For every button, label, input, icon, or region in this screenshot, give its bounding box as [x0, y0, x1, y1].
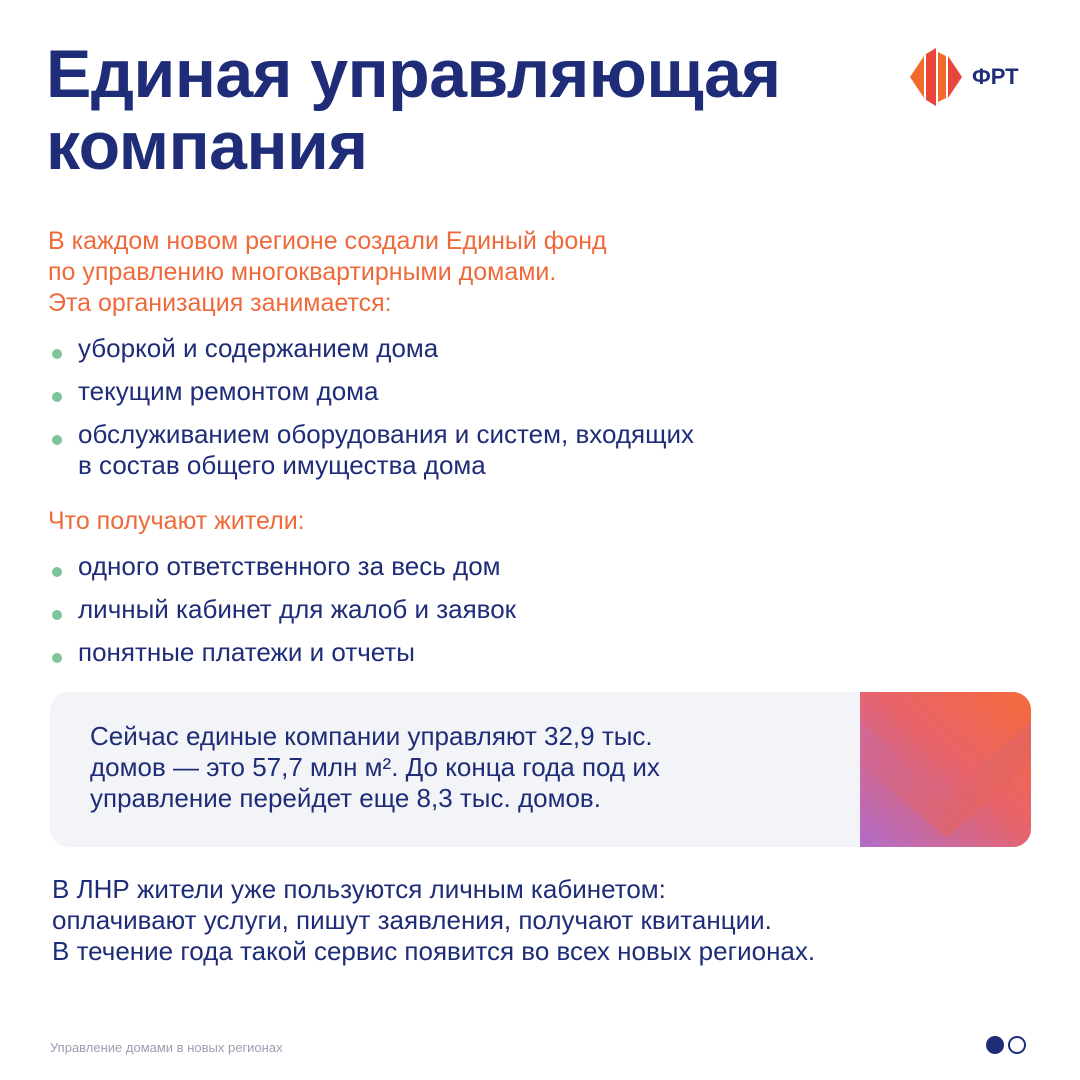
closing-line-1: В ЛНР жители уже пользуются личным кабинетом: — [52, 874, 666, 904]
duty-text-continued: в состав общего имущества дома — [78, 450, 486, 480]
closing-text — [52, 874, 815, 967]
intro-line-3: Эта организация занимается: — [48, 289, 392, 317]
highlight-line-1: Сейчас единые компании управляют 32,9 тыс. — [90, 721, 653, 751]
pagination-dot-active[interactable] — [986, 1036, 1004, 1054]
gradient-chevron-decoration — [860, 692, 1031, 847]
list-item — [52, 594, 516, 625]
frt-logo-icon — [906, 48, 964, 106]
pagination-dot-inactive[interactable] — [1008, 1036, 1026, 1054]
bullet-dot-icon — [52, 349, 62, 359]
list-item — [52, 551, 516, 582]
duty-text: обслуживанием оборудования и систем, входящих — [78, 419, 695, 449]
list-item — [52, 637, 516, 668]
intro-line-1: В каждом новом регионе создали Единый фонд — [48, 227, 607, 255]
logo-text: ФРТ — [972, 64, 1019, 89]
duties-list — [52, 333, 694, 493]
bullet-dot-icon — [52, 567, 62, 577]
highlight-card — [50, 692, 1031, 847]
list-item — [52, 419, 694, 481]
highlight-line-3: управление перейдет еще 8,3 тыс. домов. — [90, 783, 601, 813]
benefit-text: понятные платежи и отчеты — [78, 637, 415, 667]
page-title — [46, 38, 781, 182]
bullet-dot-icon — [52, 435, 62, 445]
benefit-text: одного ответственного за весь дом — [78, 551, 501, 581]
list-item — [52, 333, 694, 364]
footer-caption: Управление домами в новых регионах — [50, 1040, 283, 1055]
title-line-1: Единая управляющая — [46, 36, 781, 112]
highlight-text — [90, 721, 660, 814]
intro-text — [48, 226, 607, 319]
list-item — [52, 376, 694, 407]
bullet-dot-icon — [52, 653, 62, 663]
duty-text: текущим ремонтом дома — [78, 376, 379, 406]
closing-line-2: оплачивают услуги, пишут заявления, получают квитанции. — [52, 905, 772, 935]
benefit-text: личный кабинет для жалоб и заявок — [78, 594, 517, 624]
frt-logo — [906, 48, 1019, 106]
bullet-dot-icon — [52, 610, 62, 620]
benefits-list — [52, 551, 516, 680]
duty-text: уборкой и содержанием дома — [78, 333, 439, 363]
pagination-dots — [986, 1036, 1030, 1054]
highlight-line-2: домов — это 57,7 млн м². До конца года под их — [90, 752, 660, 782]
intro-line-2: по управлению многоквартирными домами. — [48, 258, 557, 286]
closing-line-3: В течение года такой сервис появится во всех новых регионах. — [52, 936, 816, 966]
bullet-dot-icon — [52, 392, 62, 402]
title-line-2: компания — [46, 108, 368, 184]
residents-heading: Что получают жители: — [48, 507, 305, 535]
